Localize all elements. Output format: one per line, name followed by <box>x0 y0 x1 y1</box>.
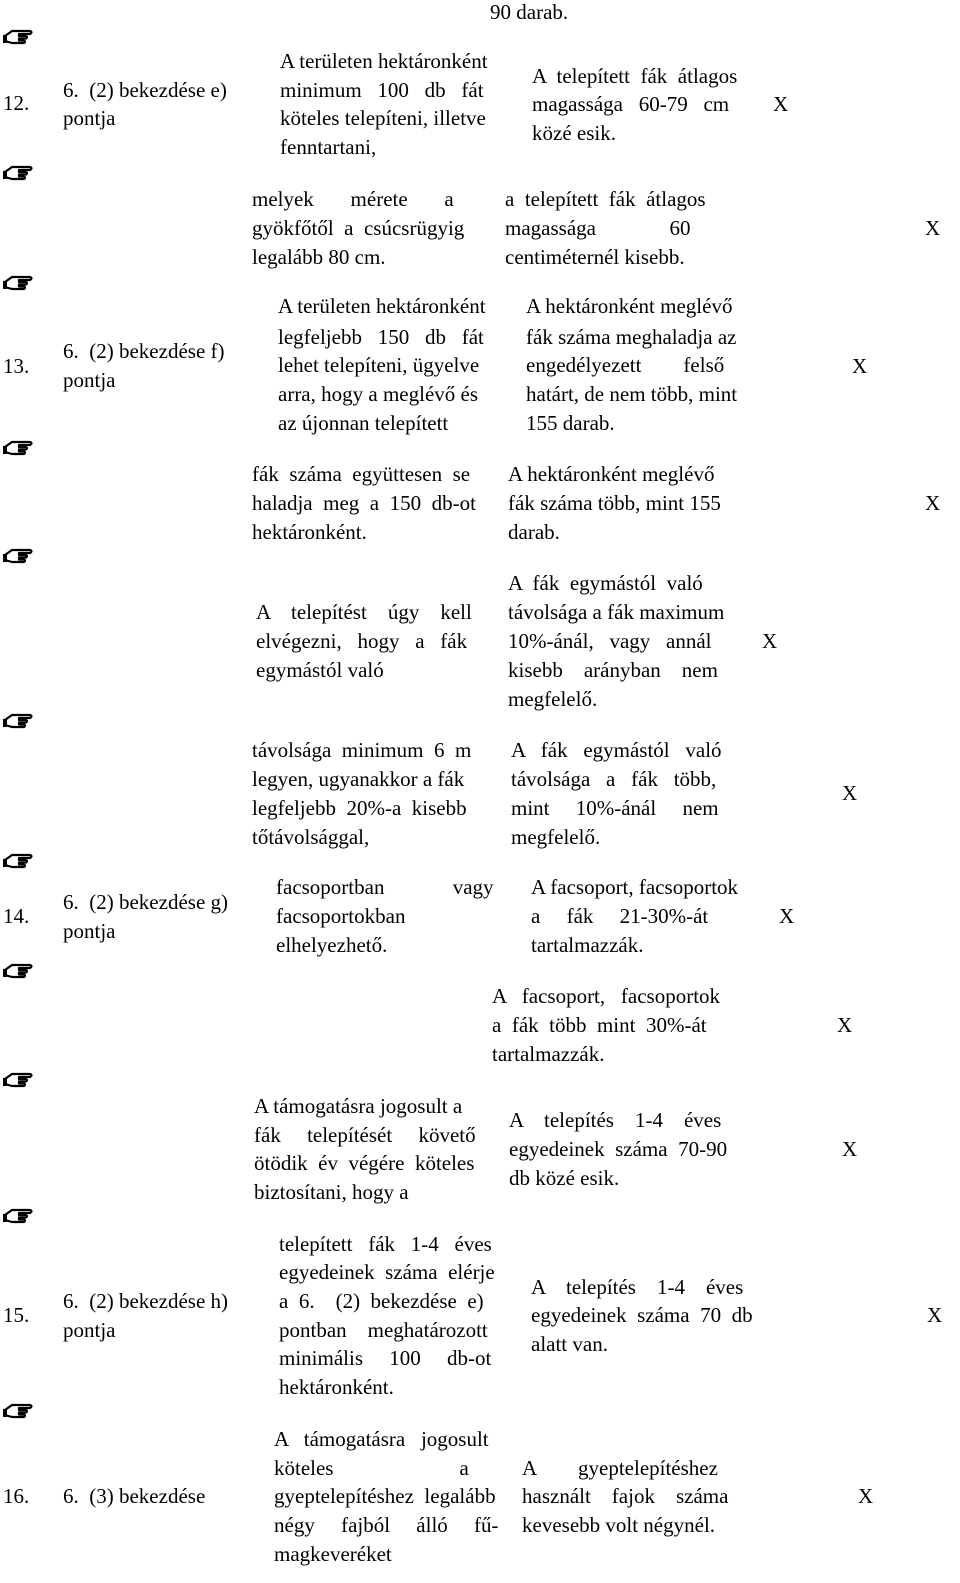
requirement-text: köteles telepíteni, illetve <box>280 106 486 130</box>
sanction-mark: X <box>762 629 778 653</box>
requirement-text: az újonnan telepített <box>278 411 449 435</box>
row-number: 16. <box>3 1484 30 1508</box>
requirement-text: arra, hogy a meglévő és <box>278 382 479 406</box>
legal-reference: pontja <box>63 919 116 943</box>
legal-reference: 6. (3) bekezdése <box>63 1484 206 1508</box>
requirement-text: legfeljebb 20%-a kisebb <box>252 796 467 820</box>
hand-pointer-icon <box>2 160 34 184</box>
hand-pointer-icon <box>2 435 34 459</box>
sanction-mark: X <box>852 354 868 378</box>
legal-reference: 6. (2) bekezdése h) <box>63 1289 229 1313</box>
legal-reference: pontja <box>63 368 116 392</box>
hand-pointer-icon <box>2 24 34 48</box>
legal-reference: pontja <box>63 1318 116 1342</box>
condition-text: 155 darab. <box>526 411 615 435</box>
sanction-mark: X <box>842 1137 858 1161</box>
condition-text: A telepített fák átlagos <box>532 64 738 88</box>
requirement-text: elhelyezhető. <box>276 933 388 957</box>
condition-text: tartalmazzák. <box>531 933 644 957</box>
requirement-text: fák száma együttesen se <box>252 462 471 486</box>
hand-pointer-icon <box>2 1067 34 1091</box>
condition-text: egyedeinek száma 70 db <box>531 1303 753 1327</box>
requirement-text: A támogatásra jogosult a <box>254 1094 463 1118</box>
condition-text: távolsága a fák több, <box>511 767 717 791</box>
condition-text: A telepítés 1-4 éves <box>531 1275 744 1299</box>
requirement-text: ötödik év végére köteles <box>254 1151 475 1175</box>
requirement-text: facsoportban vagy <box>276 875 494 899</box>
requirement-text: tőtávolsággal, <box>252 825 370 849</box>
condition-text: magassága 60-79 cm <box>532 92 730 116</box>
requirement-text: hektáronként. <box>279 1375 394 1399</box>
requirement-text: fenntartani, <box>280 135 377 159</box>
sanction-mark: X <box>842 781 858 805</box>
hand-pointer-icon <box>2 848 34 872</box>
requirement-text: egyedeinek száma elérje <box>279 1260 495 1284</box>
requirement-text: legalább 80 cm. <box>252 245 386 269</box>
condition-text: db közé esik. <box>509 1166 620 1190</box>
condition-text: határt, de nem több, mint <box>526 382 738 406</box>
condition-text: engedélyezett felső <box>526 353 725 377</box>
requirement-text: minimális 100 db-ot <box>279 1346 492 1370</box>
hand-pointer-icon <box>2 958 34 982</box>
condition-text: fák száma több, mint 155 <box>508 491 721 515</box>
condition-text: A fák egymástól való <box>508 571 703 595</box>
requirement-text: minimum 100 db fát <box>280 78 484 102</box>
condition-text: darab. <box>508 520 560 544</box>
sanction-mark: X <box>779 904 795 928</box>
sanction-mark: X <box>858 1484 874 1508</box>
requirement-text: pontban meghatározott <box>279 1318 488 1342</box>
requirement-text: A támogatásra jogosult <box>274 1427 489 1451</box>
condition-text: mint 10%-ánál nem <box>511 796 719 820</box>
row-number: 13. <box>3 354 30 378</box>
sanction-mark: X <box>925 491 941 515</box>
condition-text: alatt van. <box>531 1332 608 1356</box>
condition-text: a telepített fák átlagos <box>505 187 706 211</box>
legal-reference: 6. (2) bekezdése e) <box>63 78 227 102</box>
condition-text: A hektáronként meglévő <box>526 294 733 318</box>
condition-text: megfelelő. <box>508 687 598 711</box>
requirement-text: lehet telepíteni, ügyelve <box>278 353 480 377</box>
requirement-text: haladja meg a 150 db-ot <box>252 491 476 515</box>
condition-text: A gyeptelepítéshez <box>522 1456 718 1480</box>
hand-pointer-icon <box>2 270 34 294</box>
requirement-text: A területen hektáronként <box>280 49 488 73</box>
carryover-line: 90 darab. <box>490 0 569 24</box>
row-number: 12. <box>3 91 30 115</box>
condition-text: fák száma meghaladja az <box>526 325 737 349</box>
requirement-text: fák telepítését követő <box>254 1123 476 1147</box>
requirement-text: gyeptelepítéshez legalább <box>274 1484 496 1508</box>
condition-text: tartalmazzák. <box>492 1042 605 1066</box>
requirement-text: elvégezni, hogy a fák <box>256 629 468 653</box>
condition-text: A facsoport, facsoportok <box>531 875 739 899</box>
sanction-mark: X <box>925 216 941 240</box>
requirement-text: A telepítést úgy kell <box>256 600 472 624</box>
condition-text: a fák 21-30%-át <box>531 904 709 928</box>
legal-reference: 6. (2) bekezdése f) <box>63 339 225 363</box>
row-number: 15. <box>3 1303 30 1327</box>
condition-text: a fák több mint 30%-át <box>492 1013 707 1037</box>
requirement-text: legfeljebb 150 db fát <box>278 325 484 349</box>
hand-pointer-icon <box>2 543 34 567</box>
condition-text: távolsága a fák maximum <box>508 600 725 624</box>
requirement-text: biztosítani, hogy a <box>254 1180 409 1204</box>
requirement-text: a 6. (2) bekezdése e) <box>279 1289 484 1313</box>
requirement-text: köteles a <box>274 1456 469 1480</box>
requirement-text: távolsága minimum 6 m <box>252 738 472 762</box>
requirement-text: egymástól való <box>256 658 384 682</box>
condition-text: egyedeinek száma 70-90 <box>509 1137 728 1161</box>
requirement-text: telepített fák 1-4 éves <box>279 1232 492 1256</box>
requirement-text: gyökfőtől a csúcsrügyig <box>252 216 465 240</box>
requirement-text: A területen hektáronként <box>278 294 486 318</box>
hand-pointer-icon <box>2 708 34 732</box>
requirement-text: melyek mérete a <box>252 187 454 211</box>
condition-text: A hektáronként meglévő <box>508 462 715 486</box>
requirement-text: hektáronként. <box>252 520 367 544</box>
row-number: 14. <box>3 904 30 928</box>
condition-text: közé esik. <box>532 121 616 145</box>
condition-text: A fák egymástól való <box>511 738 722 762</box>
condition-text: magassága 60 <box>505 216 691 240</box>
legal-reference: pontja <box>63 106 116 130</box>
condition-text: megfelelő. <box>511 825 601 849</box>
requirement-text: négy fajból álló fű- <box>274 1513 499 1537</box>
hand-pointer-icon <box>2 1203 34 1227</box>
condition-text: A telepítés 1-4 éves <box>509 1108 722 1132</box>
condition-text: centiméternél kisebb. <box>505 245 685 269</box>
sanction-mark: X <box>927 1303 943 1327</box>
hand-pointer-icon <box>2 1398 34 1422</box>
requirement-text: legyen, ugyanakkor a fák <box>252 767 465 791</box>
requirement-text: facsoportokban <box>276 904 406 928</box>
condition-text: kisebb arányban nem <box>508 658 718 682</box>
condition-text: kevesebb volt négynél. <box>522 1513 716 1537</box>
requirement-text: magkeveréket <box>274 1542 392 1566</box>
condition-text: 10%-ánál, vagy annál <box>508 629 712 653</box>
legal-reference: 6. (2) bekezdése g) <box>63 890 229 914</box>
sanction-mark: X <box>773 92 789 116</box>
sanction-mark: X <box>837 1013 853 1037</box>
condition-text: A facsoport, facsoportok <box>492 984 721 1008</box>
condition-text: használt fajok száma <box>522 1484 729 1508</box>
